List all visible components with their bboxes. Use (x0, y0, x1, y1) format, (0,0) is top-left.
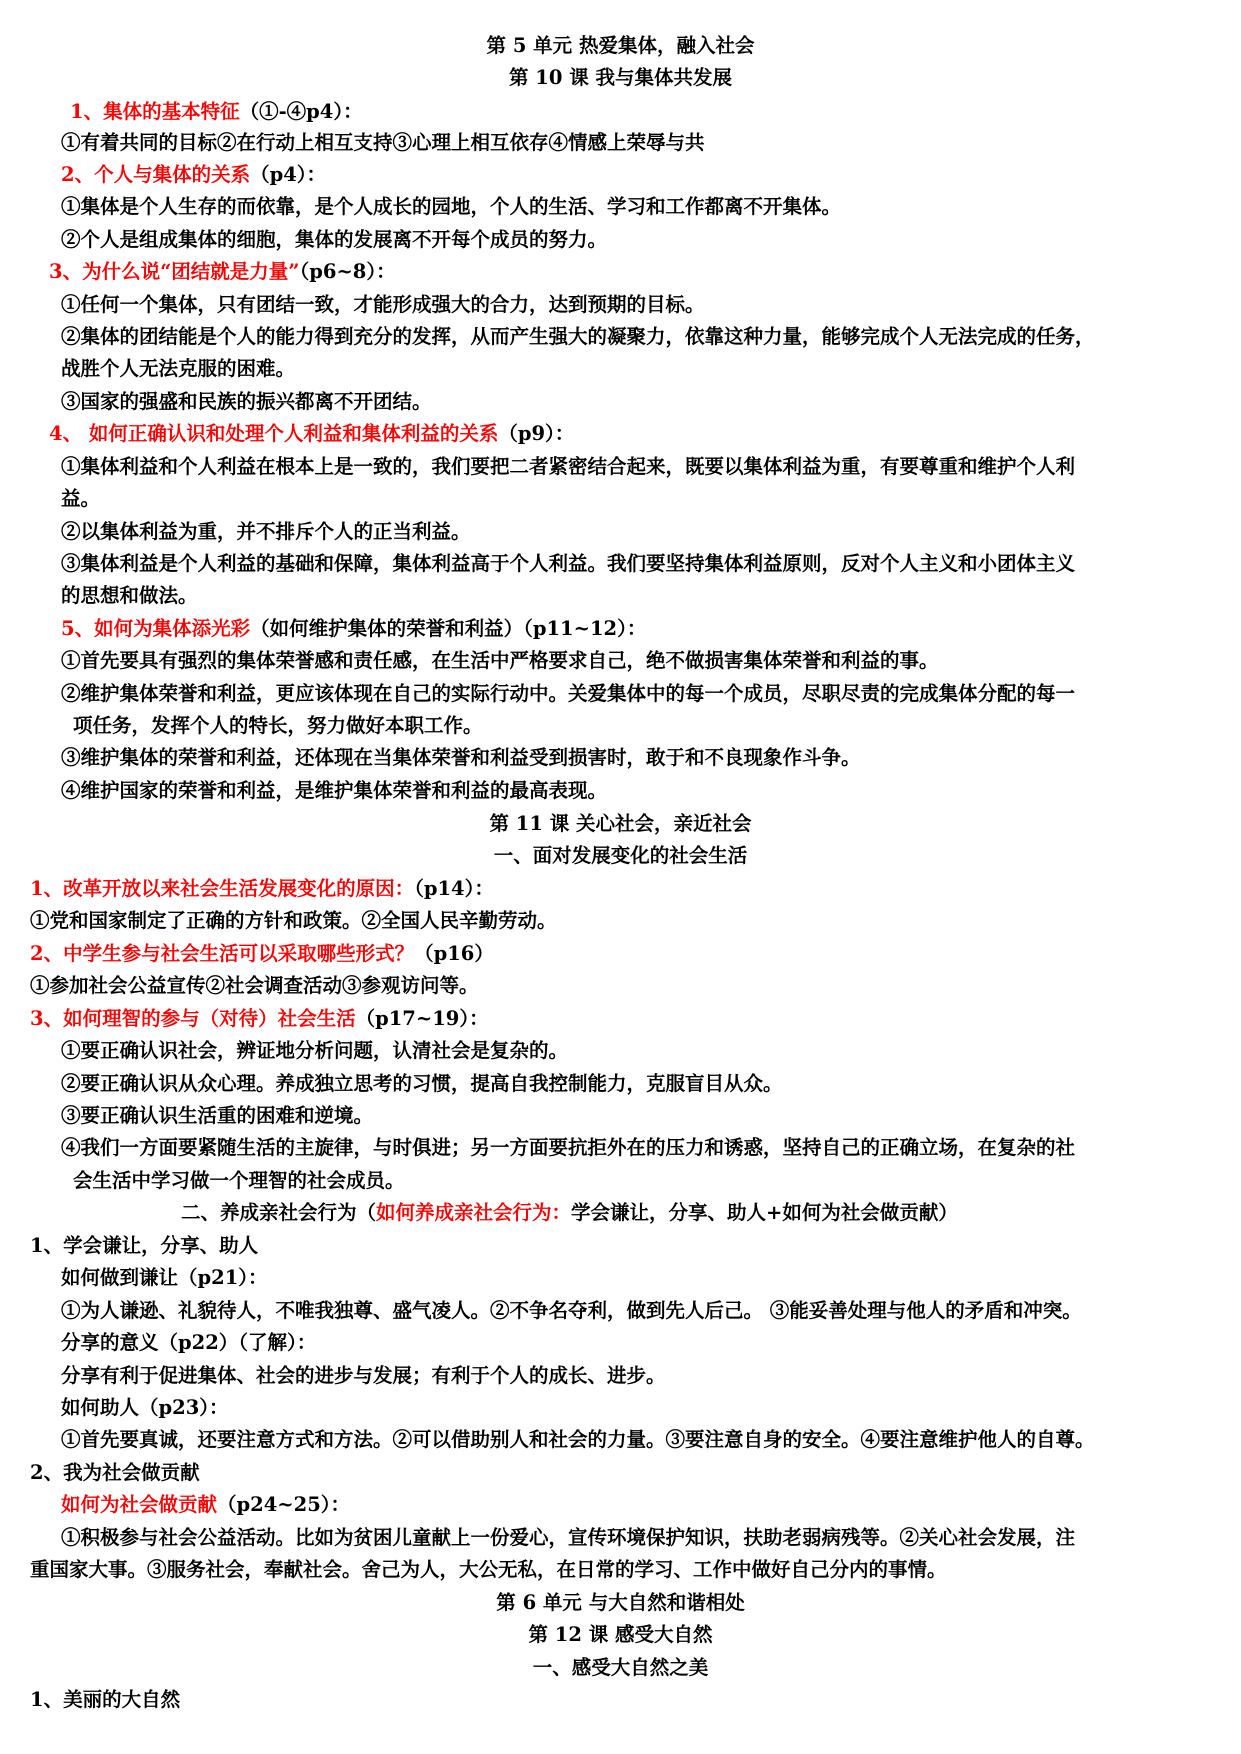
section-5-heading-red: 5、如何为集体添光彩 (61, 617, 251, 640)
topic-2-line-1: ①参加社会公益宣传②社会调查活动③参观访问等。 (30, 974, 479, 997)
section-5-line-1: ①首先要具有强烈的集体荣誉感和责任感，在生活中严格要求自己，绝不做损害集体荣誉和利益的事。 (61, 649, 939, 672)
section-4-line-3a: ③集体利益是个人利益的基础和保障，集体利益高于个人利益。我们要坚持集体利益原则，反对个人主义和小团体主义 (61, 552, 1076, 575)
topic-2-heading-ref: （p16） (414, 942, 494, 965)
lesson12-part1-title: 一、感受大自然之美 (532, 1656, 709, 1679)
lesson11-part1-title: 一、面对发展变化的社会生活 (493, 844, 748, 867)
section-4-heading-red: 4、 如何正确认识和处理个人利益和集体利益的关系 (49, 422, 499, 445)
section-4-heading-ref: （p9）： (498, 422, 575, 445)
topic-3-heading-red: 3、如何理智的参与（对待）社会生活 (30, 1007, 356, 1030)
practice-1-answer-2: 分享有利于促进集体、社会的进步与发展；有利于个人的成长、进步。 (61, 1364, 666, 1387)
topic-1-heading-ref: （p14）： (414, 877, 494, 900)
topic-3-heading-ref: （p17~19）： (355, 1007, 489, 1030)
section-2-line-2: ②个人是组成集体的细胞，集体的发展离不开每个成员的努力。 (61, 228, 608, 251)
unit6-title: 第 6 单元 与大自然和谐相处 (496, 1591, 745, 1614)
section-4-line-1a: ①集体利益和个人利益在根本上是一致的，我们要把二者紧密结合起来，既要以集体利益为重，有要尊重和维护个人利 (61, 455, 1076, 478)
section-4-line-1b: 益。 (61, 487, 101, 510)
practice-1-answer-3: ①首先要真诚，还要注意方式和方法。②可以借助别人和社会的力量。③要注意自身的安全。④要注意维护他人的自尊。 (61, 1428, 1095, 1451)
practice-2-question-red: 如何为社会做贡献 (61, 1493, 218, 1516)
topic-2-heading-red: 2、中学生参与社会生活可以采取哪些形式？ (30, 942, 415, 965)
topic-3-line-1: ①要正确认识社会，辨证地分析问题，认清社会是复杂的。 (61, 1039, 569, 1062)
topic-3-line-4a: ④我们一方面要紧随生活的主旋律，与时俱进；另一方面要抗拒外在的压力和诱惑，坚持自己的正确立场，在复杂的社 (61, 1136, 1076, 1159)
section-3-heading-ref: （p6~8）： (299, 260, 396, 283)
section-5-heading (61, 613, 646, 645)
topic-3-line-4b: 会生活中学习做一个理智的社会成员。 (73, 1169, 405, 1192)
section-3-line-3: ③国家的强盛和民族的振兴都离不开团结。 (61, 390, 432, 413)
section-3-heading-red: 3、为什么说“团结就是力量” (49, 260, 300, 283)
practice-2-question (61, 1489, 350, 1521)
practice-1-question-3: 如何助人（p23）： (61, 1396, 229, 1419)
section-1-heading-ref: （①-④p4）： (239, 100, 363, 123)
topic-3-line-3: ③要正确认识生活重的困难和逆境。 (61, 1104, 374, 1127)
section-4-heading (49, 418, 574, 450)
practice-1-answer-1: ①为人谦逊、礼貌待人，不唯我独尊、盛气凌人。②不争名夺利，做到先人后己。 ③能妥善处理与他人的矛盾和冲突。 (61, 1299, 1082, 1322)
nature-1-heading: 1、美丽的大自然 (30, 1688, 181, 1711)
section-2-line-1: ①集体是个人生存的而依靠，是个人成长的园地，个人的生活、学习和工作都离不开集体。 (61, 195, 842, 218)
section-5-line-3: ③维护集体的荣誉和利益，还体现在当集体荣誉和利益受到损害时，敢于和不良现象作斗争。 (61, 746, 861, 769)
topic-3-heading (30, 1003, 489, 1035)
topic-2-heading (30, 938, 494, 970)
practice-2-answer-a: ①积极参与社会公益活动。比如为贫困儿童献上一份爱心，宣传环境保护知识，扶助老弱病残等。②关心社会发展，注 (61, 1526, 1076, 1549)
practice-1-heading: 1、学会谦让，分享、助人 (30, 1234, 259, 1257)
practice-2-question-ref: （p24~25）： (217, 1493, 351, 1516)
lesson12-title: 第 12 课 感受大自然 (528, 1623, 713, 1646)
section-3-line-1: ①任何一个集体，只有团结一致，才能形成强大的合力，达到预期的目标。 (61, 293, 705, 316)
topic-1-line-1: ①党和国家制定了正确的方针和政策。②全国人民辛勤劳动。 (30, 909, 557, 932)
section-5-heading-ref: （如何维护集体的荣誉和利益）（p11~12）： (250, 617, 647, 640)
topic-3-line-2: ②要正确认识从众心理。养成独立思考的习惯，提高自我控制能力，克服盲目从众。 (61, 1072, 783, 1095)
lesson10-title: 第 10 课 我与集体共发展 (508, 66, 732, 89)
section-4-line-3b: 的思想和做法。 (61, 584, 198, 607)
topic-1-heading (30, 873, 494, 905)
section-5-line-2b: 项任务，发挥个人的特长，努力做好本职工作。 (73, 714, 483, 737)
section-3-line-2a: ②集体的团结能是个人的能力得到充分的发挥，从而产生强大的凝聚力，依靠这种力量，能够完成个人无法完成的任务， (61, 325, 1095, 348)
section-3-line-2b: 战胜个人无法克服的困难。 (61, 357, 296, 380)
lesson11-title: 第 11 课 关心社会，亲近社会 (489, 812, 752, 835)
section-2-heading-ref: （p4）： (250, 163, 327, 186)
practice-2-heading: 2、我为社会做贡献 (30, 1461, 200, 1484)
part2-title (181, 1197, 958, 1229)
part2-title-c: 学会谦让，分享、助人+如何为社会做贡献） (571, 1201, 958, 1224)
section-4-line-2: ②以集体利益为重，并不排斥个人的正当利益。 (61, 520, 471, 543)
part2-title-a: 二、养成亲社会行为（ (181, 1201, 377, 1224)
part2-title-red: 如何养成亲社会行为： (376, 1201, 572, 1224)
topic-1-heading-red: 1、改革开放以来社会生活发展变化的原因： (30, 877, 415, 900)
section-2-heading-red: 2、个人与集体的关系 (61, 163, 251, 186)
practice-1-question-2: 分享的意义（p22）（了解）： (61, 1331, 317, 1354)
section-3-heading (49, 256, 396, 288)
section-2-heading (61, 159, 326, 191)
section-1-line-1: ①有着共同的目标②在行动上相互支持③心理上相互依存④情感上荣辱与共 (61, 131, 705, 154)
practice-2-answer-b: 重国家大事。③服务社会，奉献社会。舍己为人，大公无私，在日常的学习、工作中做好自己分内的事情。 (30, 1558, 947, 1581)
unit5-title: 第 5 单元 热爱集体，融入社会 (486, 34, 755, 57)
section-5-line-4: ④维护国家的荣誉和利益，是维护集体荣誉和利益的最高表现。 (61, 779, 608, 802)
section-1-heading-red: 1、集体的基本特征 (70, 100, 240, 123)
practice-1-question-1: 如何做到谦让（p21）： (61, 1266, 268, 1289)
section-1-heading (70, 96, 363, 128)
section-5-line-2a: ②维护集体荣誉和利益，更应该体现在自己的实际行动中。关爱集体中的每一个成员，尽职尽责的完成集体分配的每一 (61, 682, 1076, 705)
